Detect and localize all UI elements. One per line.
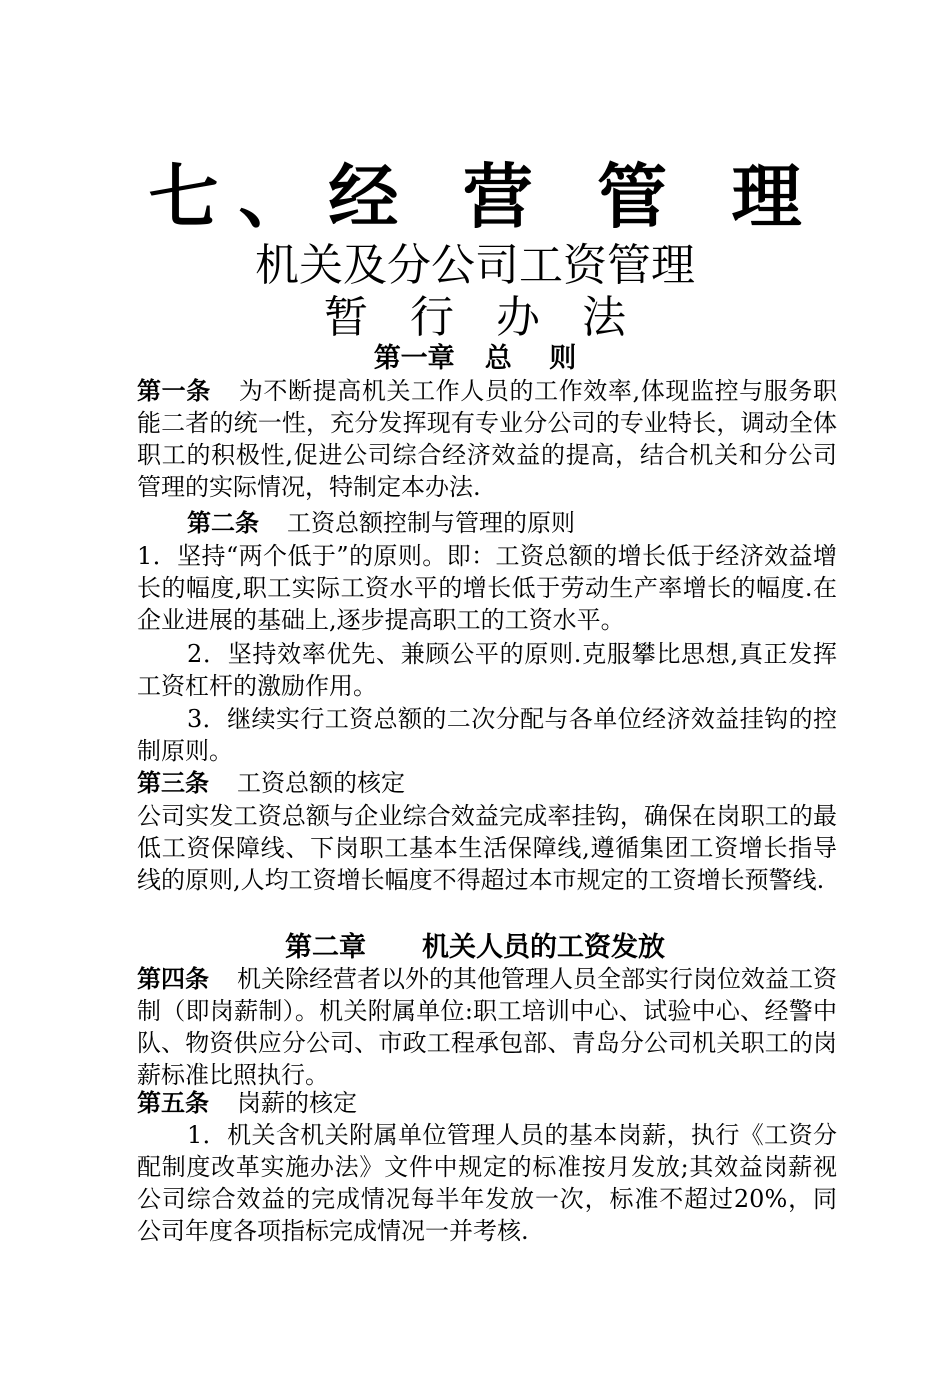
chapter-title: 总 则 (484, 343, 577, 374)
document-subtitle-2: 暂 行 办 法 (324, 292, 640, 343)
article-label: 第五条 (137, 1089, 209, 1117)
chapter-label: 第二章 (285, 932, 366, 963)
paragraph: 公司实发工资总额与企业综合效益完成率挂钩，确保在岗职工的最低工资保障线、下岗职工基本生活保障线,遵循集团工资增长指导线的原则,人均工资增长幅度不得超过本市规定的工资增长预警线. (137, 802, 837, 894)
document-subtitle: 机关及分公司工资管理 (255, 240, 695, 291)
article-paragraph (137, 1087, 837, 1119)
article-text: 机关除经营者以外的其他管理人员全部实行岗位效益工资制（即岗薪制）。机关附属单位:职工培训中心、试验中心、经警中队、物资供应分公司、市政工程承包部、青岛分公司机关职工的岗薪标准比照执行。 (137, 965, 837, 1089)
article-text: 工资总额控制与管理的原则 (287, 509, 575, 537)
chapter-heading (0, 343, 950, 375)
chapter-title: 机关人员的工资发放 (422, 932, 665, 963)
article-paragraph (137, 767, 837, 799)
list-item: 1．机关含机关附属单位管理人员的基本岗薪，执行《工资分配制度改革实施办法》文件中规定的标准按月发放;其效益岗薪视公司综合效益的完成情况每半年发放一次，标准不超过20%，同公司年度各项指标完成情况一并考核. (137, 1121, 837, 1245)
document-title: 七、经 营 管 理 (148, 156, 822, 238)
article-label: 第二条 (187, 509, 259, 537)
article-paragraph (137, 963, 837, 1091)
article-text: 岗薪的核定 (237, 1089, 357, 1117)
article-paragraph (137, 375, 837, 503)
article-label: 第四条 (137, 965, 209, 993)
list-item: 1．坚持“两个低于”的原则。即：工资总额的增长低于经济效益增长的幅度,职工实际工资水平的增长低于劳动生产率增长的幅度.在企业进展的基础上,逐步提高职工的工资水平。 (137, 542, 837, 634)
article-label: 第三条 (137, 769, 209, 797)
list-item: 3．继续实行工资总额的二次分配与各单位经济效益挂钩的控制原则。 (137, 705, 837, 765)
chapter-heading (0, 932, 950, 964)
chapter-label: 第一章 (373, 343, 455, 374)
article-paragraph (137, 507, 837, 539)
list-item: 2．坚持效率优先、兼顾公平的原则.克服攀比思想,真正发挥工资杠杆的激励作用。 (137, 640, 837, 700)
article-label: 第一条 (137, 377, 211, 405)
article-text: 工资总额的核定 (237, 769, 405, 797)
article-text: 为不断提高机关工作人员的工作效率,体现监控与服务职能二者的统一性，充分发挥现有专业分公司的专业特长，调动全体职工的积极性,促进公司综合经济效益的提高，结合机关和分公司管理的实际情况，特制定本办法. (137, 377, 837, 501)
